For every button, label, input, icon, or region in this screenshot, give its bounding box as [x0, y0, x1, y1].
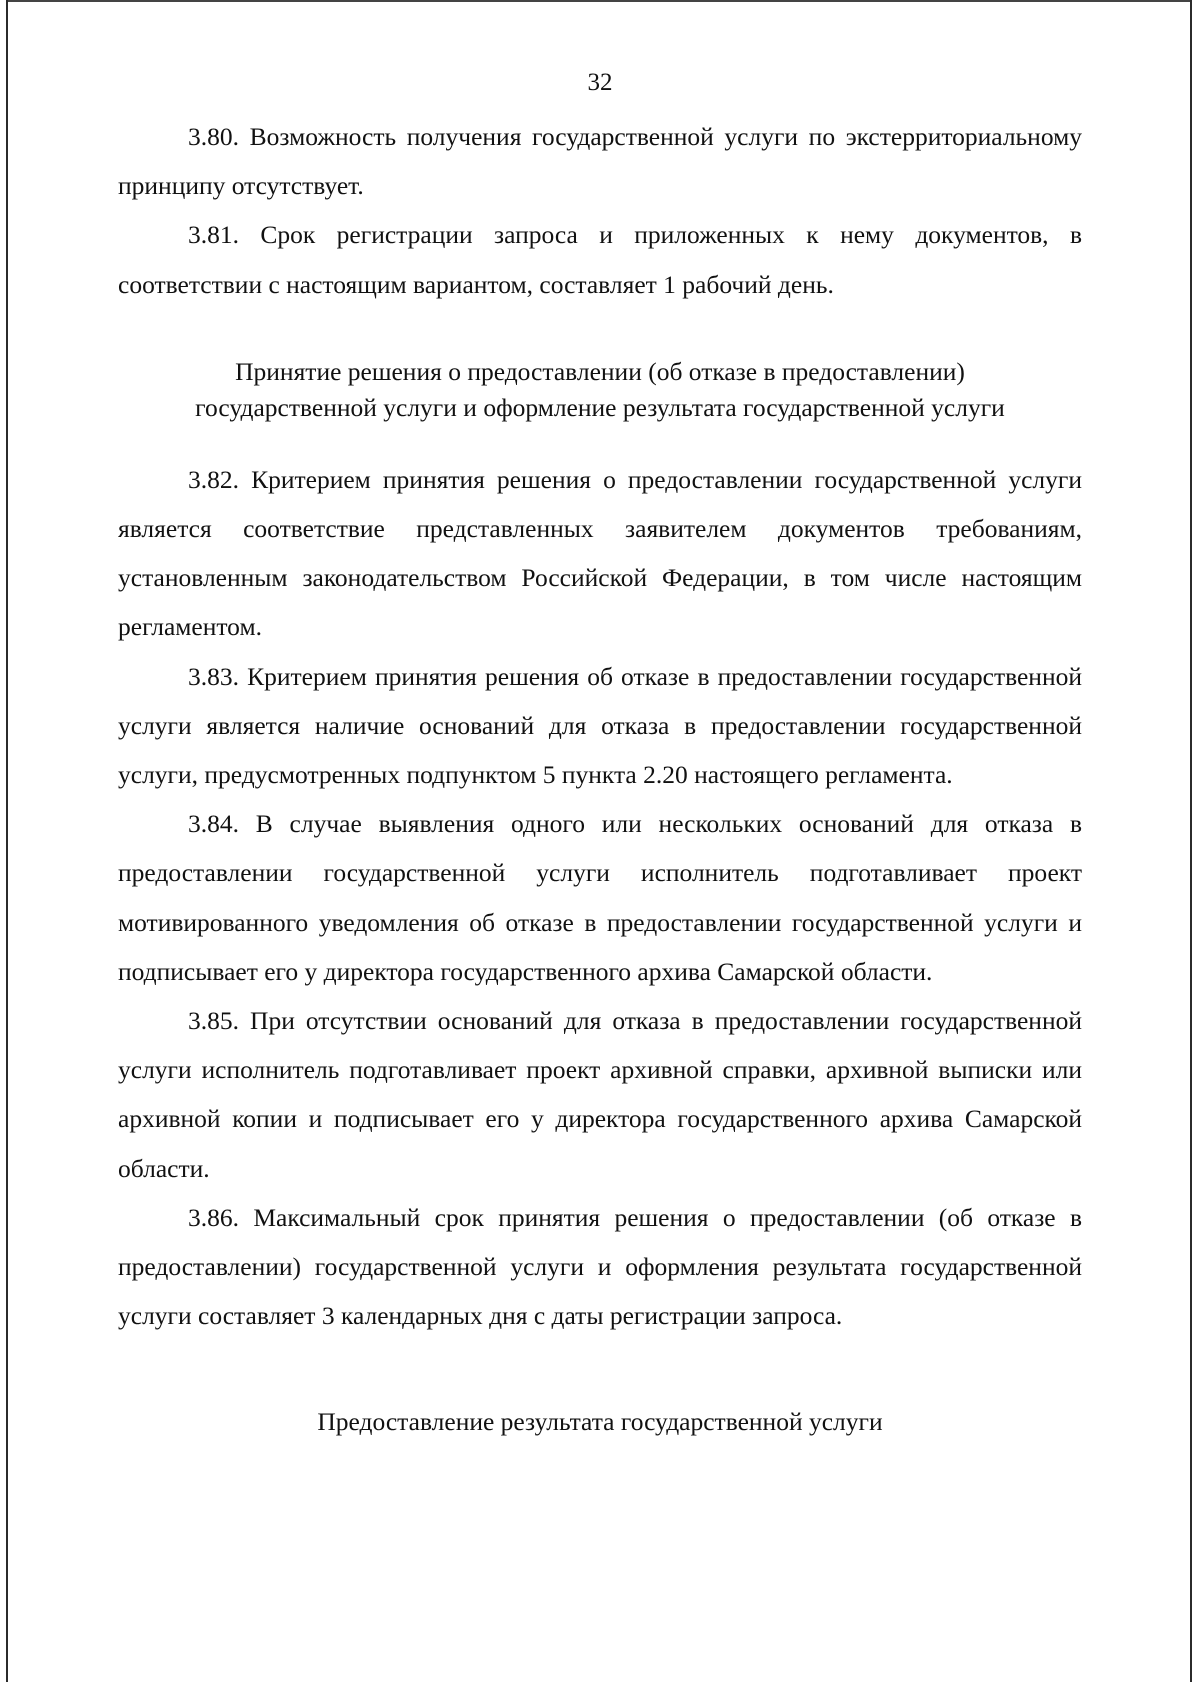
paragraph-3-85: 3.85. При отсутствии оснований для отказа в предоставлении государственной услуги исполнитель подготавливает проект архивной справки, архивной выписки или архивной копии и подписывает его у директора государственного архива Самарской области.: [118, 1006, 1082, 1183]
document-body: [118, 112, 1082, 1440]
paragraph-3-82: 3.82. Критерием принятия решения о предоставлении государственной услуги является соответствие представленных заявителем документов требованиям, установленным законодательством Российской Федерации, в том числе настоящим регламентом.: [118, 464, 1082, 642]
paragraph-3-81: 3.81. Срок регистрации запроса и приложенных к нему документов, в соответствии с настоящим вариантом, составляет 1 рабочий день.: [118, 220, 1082, 299]
scan-edge-right: [1190, 0, 1192, 1682]
page-number: 32: [587, 69, 613, 96]
section-heading-decision-line-1: Принятие решения о предоставлении (об отказе в предоставлении): [235, 356, 965, 386]
section-heading-decision: [118, 354, 1082, 426]
paragraph-3-80: 3.80. Возможность получения государственной услуги по экстерриториальному принципу отсутствует.: [118, 122, 1082, 201]
section-heading-result: Предоставление результата государственной услуги: [317, 1407, 883, 1437]
paragraph-3-83: 3.83. Критерием принятия решения об отказе в предоставлении государственной услуги является наличие оснований для отказа в предоставлении государственной услуги, предусмотренных подпунктом 5 пункта 2.20 настоящего регламента.: [118, 661, 1082, 790]
section-heading-decision-line-2: государственной услуги и оформление результата государственной услуги: [195, 392, 1005, 422]
scan-edge-top: [6, 0, 1192, 2]
paragraph-3-84: 3.84. В случае выявления одного или нескольких оснований для отказа в предоставлении государственной услуги исполнитель подготавливает проект мотивированного уведомления об отказе в предоставлении государственной услуги и подписывает его у директора государственного архива Самарской области.: [118, 809, 1082, 986]
paragraph-3-86: 3.86. Максимальный срок принятия решения о предоставлении (об отказе в предоставлении) государственной услуги и оформления результата государственной услуги составляет 3 календарных дня с даты регистрации запроса.: [118, 1202, 1082, 1331]
scan-edge-left: [6, 0, 8, 1682]
